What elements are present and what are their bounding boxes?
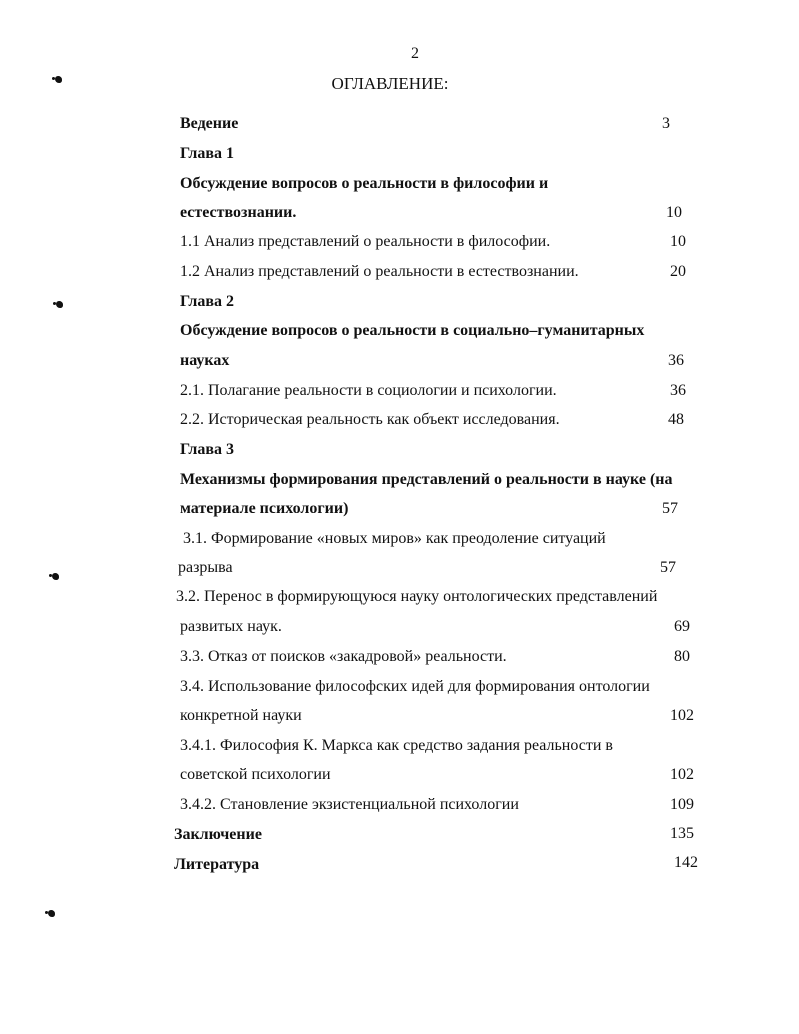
toc-2-2-label: 2.2. Историческая реальность как объект исследования.	[180, 411, 560, 428]
toc-ch1-chapter: Глава 1	[180, 145, 234, 162]
toc-1-2-label: 1.2 Анализ представлений о реальности в естествознании.	[180, 263, 579, 280]
toc-3-2-page: 69	[674, 618, 690, 635]
toc-ch3-title-cont: материале психологии)	[180, 500, 349, 517]
toc-2-1-page: 36	[670, 382, 686, 399]
toc-ch2-title: Обсуждение вопросов о реальности в социально–гуманитарных	[180, 322, 645, 339]
toc-3-4-label: 3.4. Использование философских идей для формирования онтологии	[180, 678, 650, 695]
toc-3-4-1-label: 3.4.1. Философия К. Маркса как средство задания реальности в	[180, 737, 613, 754]
toc-3-1-label-cont: разрыва	[178, 559, 233, 576]
toc-ch2-title-cont: науках	[180, 352, 230, 369]
toc-ch1-title: Обсуждение вопросов о реальности в философии и	[180, 175, 549, 192]
toc-ch1-page: 10	[666, 204, 682, 221]
toc-1-1-label: 1.1 Анализ представлений о реальности в философии.	[180, 233, 551, 250]
toc-2-1-label: 2.1. Полагание реальности в социологии и психологии.	[180, 382, 557, 399]
toc-ch1-title-cont: естествознании.	[180, 204, 297, 221]
toc-intro-page: 3	[662, 115, 670, 132]
toc-3-4-2-label: 3.4.2. Становление экзистенциальной психологии	[180, 796, 519, 813]
toc-conclusion-page: 135	[670, 825, 694, 842]
toc-3-4-2-page: 109	[670, 796, 694, 813]
scan-mark	[56, 301, 63, 308]
toc-3-4-page: 102	[670, 707, 694, 724]
toc-3-1-label: 3.1. Формирование «новых миров» как преодоление ситуаций	[183, 530, 606, 547]
page-title: ОГЛАВЛЕНИЕ:	[331, 74, 449, 93]
scan-mark	[48, 910, 55, 917]
toc-3-4-label-cont: конкретной науки	[180, 707, 302, 724]
toc-ch3-page: 57	[662, 500, 678, 517]
toc-ch2-page: 36	[668, 352, 684, 369]
toc-ch3-title: Механизмы формирования представлений о реальности в науке (на	[180, 471, 673, 488]
toc-3-2-label: 3.2. Перенос в формирующуюся науку онтологических представлений	[176, 588, 658, 605]
toc-3-3-page: 80	[674, 648, 690, 665]
scan-mark	[52, 573, 59, 580]
toc-1-2-page: 20	[670, 263, 686, 280]
toc-ch3-chapter: Глава 3	[180, 441, 234, 458]
toc-3-1-page: 57	[660, 559, 676, 576]
toc-3-4-1-page: 102	[670, 766, 694, 783]
toc-3-4-1-label-cont: советской психологии	[180, 766, 331, 783]
toc-conclusion-label: Заключение	[174, 826, 262, 843]
page-number: 2	[411, 45, 419, 62]
toc-literature-page: 142	[674, 854, 698, 871]
toc-3-2-label-cont: развитых наук.	[180, 618, 282, 635]
toc-ch2-chapter: Глава 2	[180, 293, 234, 310]
toc-intro-label: Ведение	[180, 115, 239, 132]
toc-3-3-label: 3.3. Отказ от поисков «закадровой» реальности.	[180, 648, 507, 665]
toc-1-1-page: 10	[670, 233, 686, 250]
toc-literature-label: Литература	[174, 856, 260, 873]
toc-2-2-page: 48	[668, 411, 684, 428]
scan-mark	[55, 76, 62, 83]
